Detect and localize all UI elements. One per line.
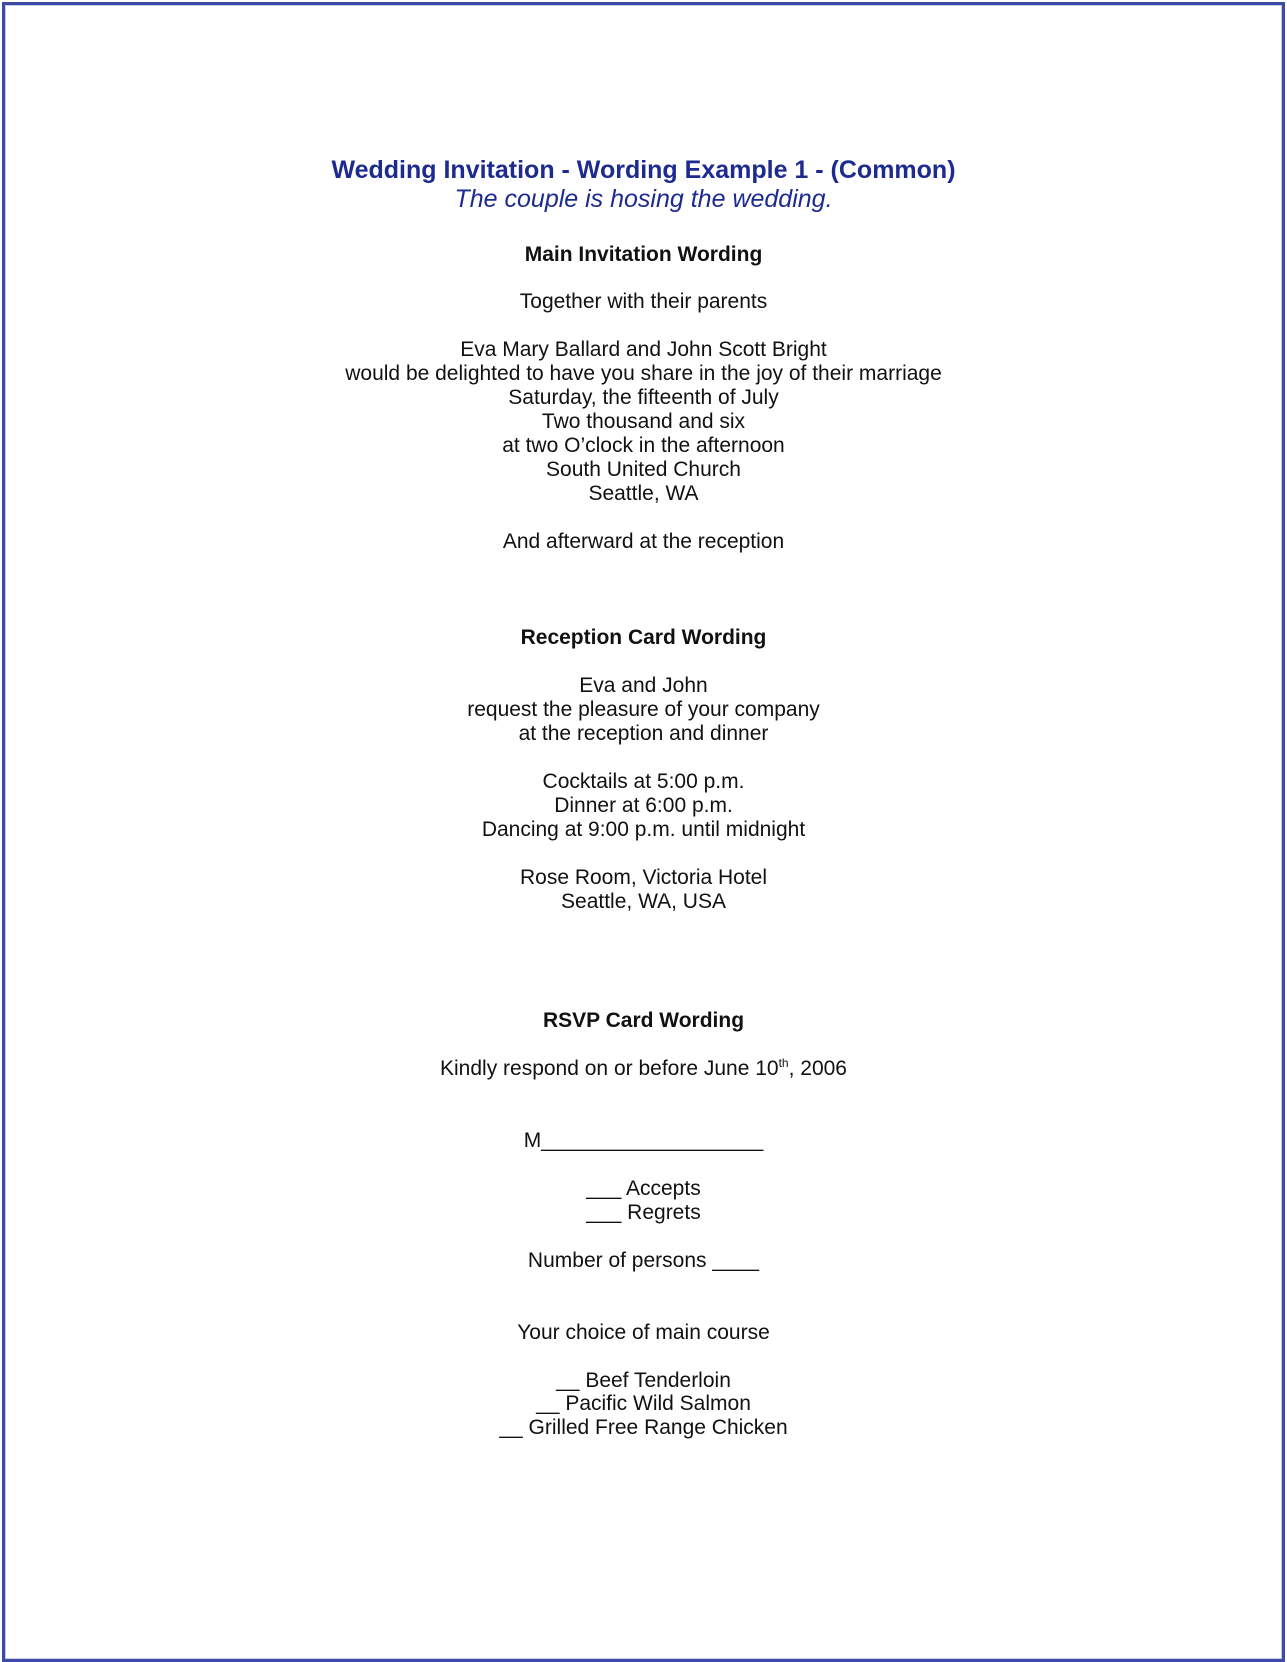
rsvp-regrets: ___ Regrets — [586, 1201, 701, 1224]
rsvp-respond-suffix: , 2006 — [788, 1057, 847, 1080]
rsvp-respond-prefix: Kindly respond on or before June 10 — [440, 1057, 779, 1080]
rsvp-course-prompt: Your choice of main course — [517, 1321, 770, 1344]
main-invitation-line: South United Church — [546, 458, 741, 481]
main-invitation-closing: And afterward at the reception — [502, 530, 785, 553]
reception-card-line: Eva and John — [579, 674, 708, 697]
reception-venue-line: Seattle, WA, USA — [561, 890, 726, 913]
reception-card-line: request the pleasure of your company — [467, 698, 820, 721]
rsvp-course-option: __ Grilled Free Range Chicken — [499, 1416, 788, 1439]
document-title: Wedding Invitation - Wording Example 1 - (Common) — [331, 156, 956, 184]
reception-schedule-item: Dancing at 9:00 p.m. until midnight — [481, 818, 806, 841]
rsvp-respond-line — [0, 1057, 1287, 1081]
main-invitation-line: Eva Mary Ballard and John Scott Bright — [460, 338, 827, 361]
main-invitation-heading: Main Invitation Wording — [524, 243, 763, 266]
main-invitation-line: Saturday, the fifteenth of July — [508, 386, 779, 409]
rsvp-course-option: __ Beef Tenderloin — [556, 1369, 731, 1392]
main-invitation-line: Seattle, WA — [588, 482, 699, 505]
rsvp-persons: Number of persons ____ — [527, 1249, 760, 1272]
reception-schedule-item: Cocktails at 5:00 p.m. — [542, 770, 745, 793]
reception-card-heading: Reception Card Wording — [520, 626, 767, 649]
main-invitation-line: at two O’clock in the afternoon — [502, 434, 785, 457]
rsvp-course-option: __ Pacific Wild Salmon — [536, 1392, 751, 1415]
main-invitation-line: Two thousand and six — [541, 410, 746, 433]
reception-card-line: at the reception and dinner — [518, 722, 769, 745]
rsvp-card-heading: RSVP Card Wording — [542, 1009, 745, 1032]
main-invitation-line: would be delighted to have you share in the joy of their marriage — [345, 362, 942, 385]
rsvp-name-line: M___________________ — [523, 1129, 764, 1152]
main-invitation-intro: Together with their parents — [519, 290, 768, 313]
reception-schedule-item: Dinner at 6:00 p.m. — [554, 794, 733, 817]
rsvp-respond-superscript: th — [778, 1056, 789, 1070]
document-subtitle: The couple is hosing the wedding. — [454, 185, 833, 213]
reception-venue-line: Rose Room, Victoria Hotel — [519, 866, 768, 889]
rsvp-accepts: ___ Accepts — [586, 1177, 701, 1200]
